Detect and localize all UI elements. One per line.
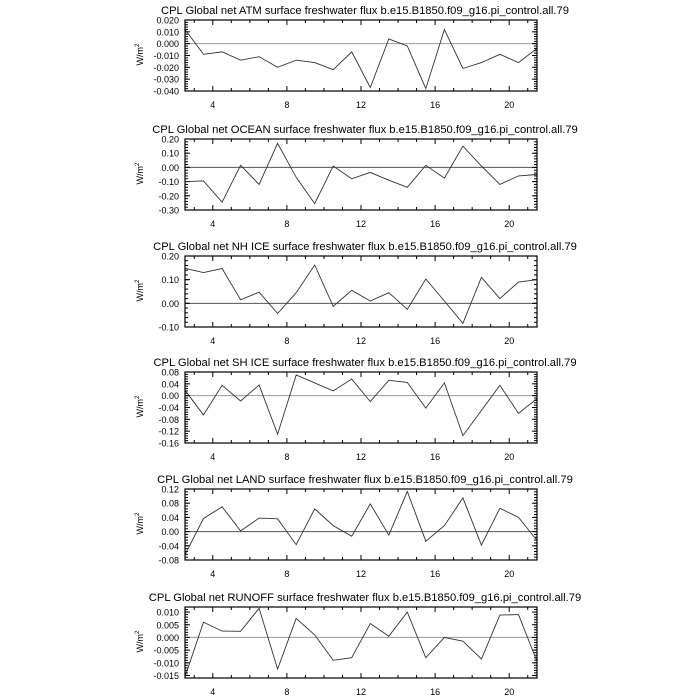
x-tick-label: 8 — [284, 569, 290, 579]
y-axis-label-exponent: 2 — [135, 162, 141, 166]
x-tick-label: 8 — [284, 452, 290, 462]
y-tick-label: 0.20 — [161, 251, 179, 262]
series-line — [185, 30, 537, 89]
y-tick-label: 0.04 — [161, 379, 179, 390]
y-axis-label — [135, 395, 145, 418]
x-tick-label: 4 — [210, 336, 216, 346]
y-tick-label: 0.000 — [156, 39, 179, 50]
series-line — [185, 143, 537, 203]
y-axis-label-unit: W/m — [135, 399, 145, 418]
x-tick-label: 16 — [430, 687, 441, 697]
y-axis-label-exponent: 2 — [135, 395, 141, 399]
x-tick-label: 12 — [355, 336, 367, 346]
y-axis-label — [135, 630, 145, 653]
x-tick-label: 4 — [210, 569, 216, 579]
y-axis-label — [135, 512, 145, 535]
x-tick-label: 8 — [284, 219, 290, 229]
x-tick-label: 4 — [210, 219, 216, 229]
series-line — [185, 265, 537, 323]
x-tick-label: 8 — [284, 336, 290, 346]
chart-title: CPL Global net LAND surface freshwater flux b.e15.B1850.f09_g16.pi_control.all.79 — [157, 474, 573, 486]
plot-frame — [185, 256, 537, 327]
plot-frame — [185, 489, 537, 560]
x-tick-label: 16 — [430, 336, 441, 346]
x-tick-label: 16 — [430, 219, 441, 229]
y-axis-label-unit: W/m — [135, 166, 145, 185]
panel-4 — [135, 357, 577, 462]
y-tick-label: -0.10 — [158, 177, 179, 188]
series-line — [185, 492, 537, 555]
y-tick-label: -0.12 — [158, 426, 179, 437]
x-tick-label: 4 — [210, 100, 216, 110]
x-tick-label: 16 — [430, 452, 441, 462]
x-tick-label: 20 — [504, 336, 515, 346]
plot-frame — [185, 372, 537, 443]
y-tick-label: -0.30 — [158, 205, 179, 216]
y-tick-label: 0.020 — [156, 15, 179, 26]
panel-2 — [135, 124, 578, 229]
x-tick-label: 8 — [284, 687, 290, 697]
x-tick-label: 4 — [210, 452, 216, 462]
plot-frame — [185, 607, 537, 678]
y-tick-label: -0.20 — [158, 191, 179, 202]
y-axis-label-exponent: 2 — [135, 630, 141, 634]
y-tick-label: -0.010 — [153, 51, 179, 61]
y-tick-label: -0.010 — [153, 658, 179, 669]
y-tick-label: 0.20 — [161, 134, 179, 145]
y-tick-label: 0.00 — [161, 298, 179, 309]
y-tick-label: -0.040 — [153, 86, 179, 97]
y-axis-label-unit: W/m — [135, 47, 145, 66]
y-tick-label: 0.000 — [156, 632, 179, 643]
x-tick-label: 12 — [355, 100, 367, 110]
y-tick-label: -0.16 — [158, 438, 179, 449]
y-axis-label-unit: W/m — [135, 516, 145, 535]
y-tick-label: -0.005 — [153, 645, 179, 656]
panel-1 — [135, 5, 569, 110]
y-tick-label: 0.00 — [161, 391, 179, 402]
x-tick-label: 20 — [504, 219, 515, 229]
y-tick-label: 0.010 — [156, 607, 179, 618]
y-axis-label — [135, 279, 145, 302]
x-tick-label: 4 — [210, 687, 216, 697]
x-tick-label: 12 — [355, 219, 367, 229]
y-axis-label-exponent: 2 — [135, 279, 141, 283]
plot-frame — [185, 139, 537, 210]
chart-title: CPL Global net RUNOFF surface freshwater flux b.e15.B1850.f09_g16.pi_control.all.79 — [148, 592, 582, 604]
y-tick-label: 0.00 — [161, 162, 179, 173]
y-axis-label — [135, 162, 145, 185]
y-tick-label: -0.030 — [153, 74, 179, 85]
x-tick-label: 12 — [355, 687, 367, 697]
y-tick-label: -0.015 — [153, 670, 179, 681]
y-tick-label: -0.04 — [158, 403, 179, 413]
y-tick-label: -0.10 — [158, 322, 179, 333]
y-tick-label: 0.08 — [161, 367, 179, 378]
y-axis-label-exponent: 2 — [135, 43, 141, 47]
y-tick-label: 0.10 — [161, 148, 179, 159]
y-tick-label: 0.10 — [161, 275, 179, 286]
chart-title: CPL Global net OCEAN surface freshwater flux b.e15.B1850.f09_g16.pi_control.all.79 — [152, 124, 578, 136]
x-tick-label: 8 — [284, 100, 290, 110]
y-tick-label: -0.04 — [158, 541, 179, 552]
plot-frame — [185, 20, 537, 91]
panel-5 — [135, 474, 573, 579]
x-tick-label: 20 — [504, 687, 515, 697]
y-tick-label: -0.08 — [158, 555, 179, 566]
y-axis-label-unit: W/m — [135, 283, 145, 302]
x-tick-label: 20 — [504, 100, 515, 110]
panel-6 — [135, 592, 581, 697]
y-tick-label: 0.04 — [161, 512, 179, 523]
x-tick-label: 12 — [355, 569, 367, 579]
y-tick-label: -0.020 — [153, 62, 179, 73]
y-axis-label-unit: W/m — [135, 634, 145, 653]
y-tick-label: 0.005 — [156, 620, 179, 631]
x-tick-label: 20 — [504, 569, 515, 579]
y-tick-label: 0.08 — [161, 498, 179, 509]
y-tick-label: 0.12 — [161, 484, 179, 495]
x-tick-label: 12 — [355, 452, 367, 462]
series-line — [185, 375, 537, 436]
chart-title: CPL Global net ATM surface freshwater flux b.e15.B1850.f09_g16.pi_control.all.79 — [161, 5, 569, 17]
x-tick-label: 20 — [504, 452, 515, 462]
chart-title: CPL Global net SH ICE surface freshwater flux b.e15.B1850.f09_g16.pi_control.all.79 — [153, 357, 577, 369]
y-axis-label — [135, 43, 145, 66]
y-axis-label-exponent: 2 — [135, 512, 141, 516]
panel-3 — [135, 241, 577, 346]
series-line — [185, 608, 537, 676]
chart-title: CPL Global net NH ICE surface freshwater flux b.e15.B1850.f09_g16.pi_control.all.79 — [153, 241, 577, 253]
y-tick-label: 0.00 — [161, 527, 179, 538]
y-tick-label: -0.08 — [158, 414, 179, 425]
x-tick-label: 16 — [430, 100, 441, 110]
y-tick-label: 0.010 — [156, 27, 179, 38]
x-tick-label: 16 — [430, 569, 441, 579]
